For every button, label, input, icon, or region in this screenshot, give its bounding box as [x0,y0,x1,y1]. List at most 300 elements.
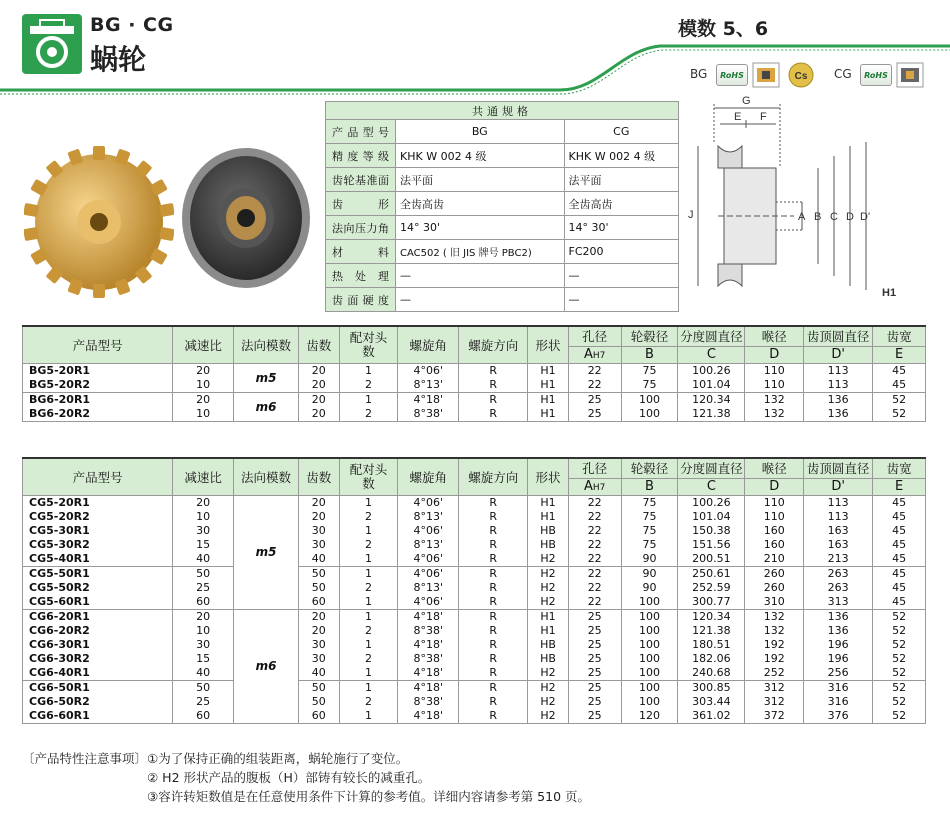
table-row [23,695,926,709]
table-header-lead: 螺旋角 [398,326,459,363]
cell-teeth: 20 [298,363,339,378]
cell-pitch-dia: 100.26 [678,495,745,510]
cell-pitch-dia: 101.04 [678,510,745,524]
cell-module: m6 [234,392,299,421]
cell-pitch-dia: 150.38 [678,524,745,538]
rohs-icon-bg: RoHS [716,64,748,86]
cell-model: CG5-30R1 [23,524,173,538]
cell-lead-angle: 4°18' [398,680,459,695]
table-row [23,595,926,610]
series-title: BG · CG [90,14,174,36]
table-subheader-b: B [621,478,678,495]
table-header-width: 齿宽 [873,326,926,346]
cell-hub: 100 [621,609,678,624]
cell-tip-dia: 136 [804,407,873,422]
table-subheader-tolerance: H7 [592,483,606,493]
cell-face-width: 52 [873,392,926,407]
cell-pitch-dia: 252.59 [678,581,745,595]
bg-badge-label: BG [690,67,708,81]
cell-shape: HB [528,638,569,652]
cell-face-width: 52 [873,695,926,709]
cell-hub: 100 [621,638,678,652]
cell-teeth: 50 [298,581,339,595]
cell-shape: HB [528,538,569,552]
spec-value-cg: 全齿高齿 [564,192,678,216]
cell-tip-dia: 113 [804,510,873,524]
cell-tip-dia: 213 [804,552,873,567]
cell-ratio: 20 [173,392,234,407]
cell-starts: 1 [339,524,398,538]
cell-shape: H2 [528,595,569,610]
dim-label-e: E [734,111,742,123]
cell-face-width: 52 [873,609,926,624]
table-row [23,566,926,581]
dim-label-c: C [830,211,838,223]
spec-value-bg: 全齿高齿 [396,192,565,216]
cell-tip-dia: 136 [804,624,873,638]
cg-badge-label: CG [834,67,852,81]
cell-tip-dia: 136 [804,609,873,624]
cell-lead-angle: 8°38' [398,624,459,638]
cell-ratio: 20 [173,495,234,510]
spec-label: 热处理 [326,264,396,288]
table-row [23,638,926,652]
cell-pitch-dia: 200.51 [678,552,745,567]
table-subheader-a [568,346,621,363]
table-subheader-c: C [678,346,745,363]
cell-face-width: 45 [873,510,926,524]
cell-lead-angle: 4°18' [398,666,459,681]
spec-value-cg: CG [564,120,678,144]
table-header-hub: 轮毂径 [621,458,678,478]
spec-row [326,240,679,264]
cell-model: CG5-20R2 [23,510,173,524]
cell-bore: 25 [568,709,621,724]
dim-label-g: G [742,96,751,107]
cell-lead-angle: 4°06' [398,495,459,510]
cell-starts: 1 [339,552,398,567]
cell-pitch-dia: 120.34 [678,392,745,407]
table-row [23,363,926,378]
cell-throat-dia: 310 [745,595,804,610]
common-spec-table [325,101,679,312]
cell-teeth: 20 [298,378,339,393]
dim-label-d: D [846,211,854,223]
table-row [23,609,926,624]
cell-face-width: 45 [873,595,926,610]
table-header-shape: 形状 [528,458,569,495]
cell-ratio: 50 [173,566,234,581]
cell-throat-dia: 260 [745,581,804,595]
cell-pitch-dia: 151.56 [678,538,745,552]
cell-lead-angle: 8°13' [398,378,459,393]
cell-hand: R [459,378,528,393]
cell-bore: 22 [568,581,621,595]
spec-value-bg: BG [396,120,565,144]
cell-shape: H1 [528,609,569,624]
cell-hub: 75 [621,378,678,393]
cell-throat-dia: 110 [745,510,804,524]
cell-hand: R [459,495,528,510]
cell-teeth: 60 [298,595,339,610]
cell-model: CG5-50R1 [23,566,173,581]
cell-bore: 22 [568,524,621,538]
spec-value-bg: KHK W 002 4 级 [396,144,565,168]
cell-starts: 2 [339,407,398,422]
cell-face-width: 45 [873,552,926,567]
cell-ratio: 25 [173,581,234,595]
cell-teeth: 40 [298,552,339,567]
table-row [23,524,926,538]
cell-shape: H1 [528,407,569,422]
cell-model: CG6-30R2 [23,652,173,666]
cell-shape: H2 [528,666,569,681]
bg-product-table [22,325,926,422]
cell-hand: R [459,695,528,709]
cell-model: CG6-40R1 [23,666,173,681]
table-header-throat: 喉径 [745,458,804,478]
cell-ratio: 25 [173,695,234,709]
table-header-model: 产品型号 [23,326,173,363]
cell-shape: HB [528,524,569,538]
module-title: 模数 5、6 [678,18,769,40]
cell-pitch-dia: 100.26 [678,363,745,378]
cell-shape: H2 [528,566,569,581]
cell-teeth: 20 [298,495,339,510]
cell-bore: 22 [568,566,621,581]
dim-label-j: J [688,209,694,221]
cell-bore: 25 [568,666,621,681]
table-subheader-a-letter: A [583,347,593,362]
cell-teeth: 30 [298,538,339,552]
cell-throat-dia: 132 [745,624,804,638]
table-row [23,680,926,695]
dim-label-a: A [798,211,806,223]
cell-ratio: 10 [173,624,234,638]
cell-face-width: 52 [873,407,926,422]
cell-lead-angle: 4°06' [398,595,459,610]
table-subheader-a [568,478,621,495]
cell-model: BG5-20R1 [23,363,173,378]
cell-bore: 25 [568,680,621,695]
brass-worm-wheel-image [24,140,174,300]
cell-throat-dia: 160 [745,538,804,552]
spec-row [326,120,679,144]
cell-throat-dia: 192 [745,638,804,652]
cell-starts: 1 [339,392,398,407]
cell-starts: 1 [339,609,398,624]
cell-lead-angle: 8°38' [398,407,459,422]
cell-shape: H2 [528,552,569,567]
cell-throat-dia: 160 [745,524,804,538]
cell-model: CG5-50R2 [23,581,173,595]
cell-starts: 1 [339,680,398,695]
cell-throat-dia: 312 [745,680,804,695]
table-header-throat: 喉径 [745,326,804,346]
cell-teeth: 50 [298,566,339,581]
cell-lead-angle: 4°06' [398,524,459,538]
notes-label: 〔产品特性注意事项〕 [22,751,148,766]
cell-model: CG6-60R1 [23,709,173,724]
table-header-tip: 齿顶圆直径 [804,458,873,478]
cell-teeth: 60 [298,709,339,724]
rohs-icon-cg: RoHS [860,64,892,86]
cell-bore: 22 [568,378,621,393]
cell-bore: 22 [568,538,621,552]
cell-teeth: 20 [298,407,339,422]
spec-value-cg: KHK W 002 4 级 [564,144,678,168]
cell-module: m5 [234,363,299,392]
cell-starts: 2 [339,581,398,595]
cell-hand: R [459,638,528,652]
cell-tip-dia: 196 [804,652,873,666]
table-subheader-tolerance: H7 [592,351,606,361]
cell-ratio: 40 [173,666,234,681]
cell-starts: 2 [339,624,398,638]
cell-throat-dia: 132 [745,609,804,624]
cell-shape: H2 [528,695,569,709]
cell-ratio: 20 [173,609,234,624]
table-subheader-dprime: D' [804,346,873,363]
table-row [23,392,926,407]
table-header-pitch: 分度圆直径 [678,458,745,478]
cell-throat-dia: 312 [745,695,804,709]
cell-ratio: 60 [173,595,234,610]
cell-bore: 22 [568,552,621,567]
spec-value-bg: CAC502 ( 旧 JIS 牌号 PBC2) [396,240,565,264]
cell-tip-dia: 113 [804,495,873,510]
cell-ratio: 40 [173,552,234,567]
spec-label: 齿形 [326,192,396,216]
table-header-module: 法向模数 [234,458,299,495]
cell-pitch-dia: 121.38 [678,624,745,638]
cell-starts: 2 [339,538,398,552]
spec-label: 齿面硬度 [326,288,396,312]
cell-shape: H1 [528,495,569,510]
bg-material-icon [752,62,780,88]
cell-face-width: 45 [873,524,926,538]
cell-starts: 1 [339,566,398,581]
cell-hub: 100 [621,407,678,422]
cell-ratio: 15 [173,652,234,666]
cell-throat-dia: 252 [745,666,804,681]
cg-material-icon [896,62,924,88]
cell-hub: 100 [621,695,678,709]
cell-face-width: 52 [873,709,926,724]
cell-tip-dia: 163 [804,538,873,552]
cell-face-width: 52 [873,652,926,666]
spec-row [326,288,679,312]
cell-hand: R [459,407,528,422]
cell-model: CG6-20R2 [23,624,173,638]
cg-product-table [22,457,926,724]
cell-ratio: 30 [173,524,234,538]
spec-label: 产品型号 [326,120,396,144]
table-subheader-e: E [873,346,926,363]
cell-hand: R [459,652,528,666]
spec-value-cg: 法平面 [564,168,678,192]
cg-gold-icon [786,62,816,88]
cell-tip-dia: 113 [804,378,873,393]
cell-shape: H1 [528,510,569,524]
cell-hub: 75 [621,524,678,538]
cell-hub: 100 [621,624,678,638]
cell-teeth: 50 [298,695,339,709]
spec-value-bg: — [396,264,565,288]
cell-shape: HB [528,652,569,666]
spec-row [326,264,679,288]
cell-ratio: 60 [173,709,234,724]
cell-starts: 1 [339,638,398,652]
cell-model: CG5-30R2 [23,538,173,552]
cell-bore: 25 [568,609,621,624]
dim-label-f: F [760,111,767,123]
table-row [23,510,926,524]
cell-teeth: 20 [298,392,339,407]
cell-model: CG6-20R1 [23,609,173,624]
cell-ratio: 30 [173,638,234,652]
cell-bore: 25 [568,624,621,638]
cell-teeth: 20 [298,609,339,624]
cell-face-width: 52 [873,680,926,695]
spec-label: 材料 [326,240,396,264]
dim-label-dprime: D' [860,211,871,223]
cell-throat-dia: 110 [745,363,804,378]
cell-module: m6 [234,609,299,723]
cell-hand: R [459,581,528,595]
cell-hub: 100 [621,392,678,407]
cell-model: CG6-50R1 [23,680,173,695]
svg-text:Cs: Cs [794,71,808,82]
cell-tip-dia: 113 [804,363,873,378]
cast-iron-worm-wheel-image [172,136,320,296]
cell-model: BG5-20R2 [23,378,173,393]
cell-teeth: 30 [298,652,339,666]
table-subheader-dprime: D' [804,478,873,495]
table-subheader-d: D [745,346,804,363]
cell-shape: H2 [528,581,569,595]
table-header-teeth: 齿数 [298,326,339,363]
table-header-bore: 孔径 [568,326,621,346]
cell-hub: 100 [621,680,678,695]
table-row [23,666,926,681]
dim-label-h1: H1 [882,287,897,299]
cell-lead-angle: 4°18' [398,709,459,724]
cell-lead-angle: 4°06' [398,363,459,378]
table-header-ratio: 减速比 [173,326,234,363]
spec-value-bg: — [396,288,565,312]
cell-lead-angle: 4°18' [398,638,459,652]
table-header-hub: 轮毂径 [621,326,678,346]
cell-lead-angle: 8°38' [398,695,459,709]
spec-value-bg: 法平面 [396,168,565,192]
cell-teeth: 20 [298,624,339,638]
cell-throat-dia: 372 [745,709,804,724]
table-row [23,581,926,595]
spec-value-cg: — [564,288,678,312]
table-header-tip: 齿顶圆直径 [804,326,873,346]
cell-tip-dia: 263 [804,566,873,581]
table-header-bore: 孔径 [568,458,621,478]
cell-face-width: 45 [873,581,926,595]
cell-hand: R [459,709,528,724]
cell-pitch-dia: 303.44 [678,695,745,709]
cell-pitch-dia: 180.51 [678,638,745,652]
cell-face-width: 45 [873,566,926,581]
cell-ratio: 20 [173,363,234,378]
cell-model: BG6-20R2 [23,407,173,422]
table-header-starts: 配对头数 [339,326,398,363]
spec-value-cg: — [564,264,678,288]
cell-starts: 2 [339,510,398,524]
cell-teeth: 30 [298,638,339,652]
cell-shape: H1 [528,378,569,393]
cell-starts: 2 [339,652,398,666]
cell-hub: 90 [621,566,678,581]
table-header-hand: 螺旋方向 [459,458,528,495]
cell-hand: R [459,538,528,552]
cell-throat-dia: 192 [745,652,804,666]
cell-throat-dia: 132 [745,392,804,407]
cell-pitch-dia: 250.61 [678,566,745,581]
cell-teeth: 30 [298,524,339,538]
cell-face-width: 45 [873,363,926,378]
cell-pitch-dia: 182.06 [678,652,745,666]
cell-shape: H2 [528,680,569,695]
spec-row [326,168,679,192]
cell-starts: 1 [339,495,398,510]
cell-lead-angle: 8°13' [398,510,459,524]
cell-pitch-dia: 361.02 [678,709,745,724]
cell-hand: R [459,666,528,681]
spec-value-bg: 14° 30' [396,216,565,240]
cell-hand: R [459,566,528,581]
cell-teeth: 50 [298,680,339,695]
cell-hand: R [459,524,528,538]
cell-shape: H1 [528,363,569,378]
note-item: ② H2 形状产品的腹板（H）部铸有较长的减重孔。 [147,770,431,785]
table-header-teeth: 齿数 [298,458,339,495]
cell-throat-dia: 132 [745,407,804,422]
table-row [23,709,926,724]
cell-hub: 75 [621,510,678,524]
cell-bore: 22 [568,595,621,610]
cell-model: CG5-20R1 [23,495,173,510]
cell-pitch-dia: 101.04 [678,378,745,393]
cell-bore: 22 [568,495,621,510]
cell-ratio: 10 [173,378,234,393]
cell-face-width: 52 [873,638,926,652]
cell-bore: 25 [568,652,621,666]
table-row [23,538,926,552]
cell-model: CG6-50R2 [23,695,173,709]
table-header-shape: 形状 [528,326,569,363]
cell-tip-dia: 256 [804,666,873,681]
cell-bore: 22 [568,510,621,524]
cell-hand: R [459,609,528,624]
cell-throat-dia: 210 [745,552,804,567]
table-subheader-e: E [873,478,926,495]
cell-model: CG6-30R1 [23,638,173,652]
cell-hand: R [459,363,528,378]
table-row [23,407,926,422]
cell-model: CG5-40R1 [23,552,173,567]
cell-tip-dia: 316 [804,680,873,695]
cell-throat-dia: 110 [745,495,804,510]
cell-lead-angle: 8°13' [398,538,459,552]
cell-tip-dia: 263 [804,581,873,595]
cell-throat-dia: 110 [745,378,804,393]
